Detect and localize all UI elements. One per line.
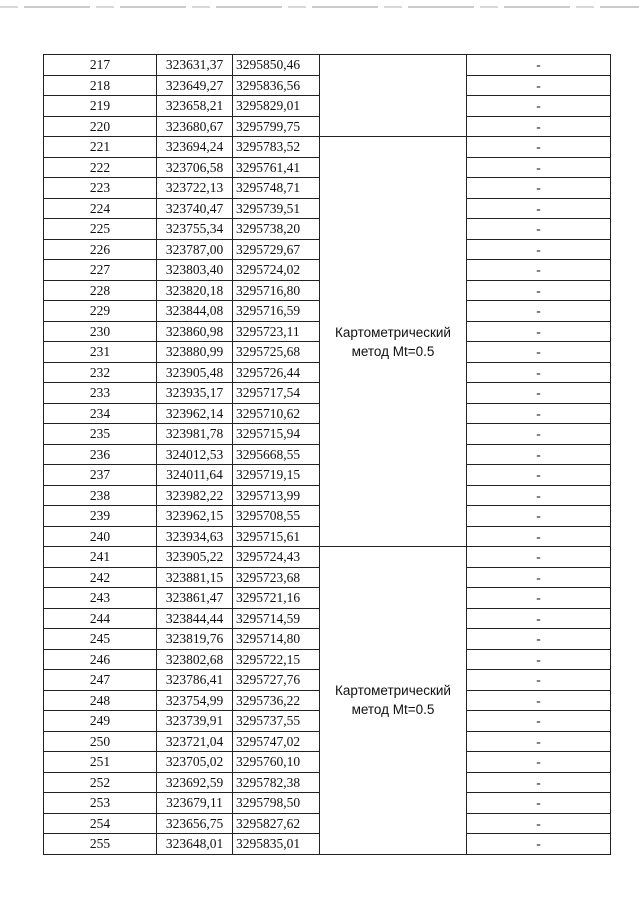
x-coordinate-cell: 323982,22 [157, 485, 233, 506]
point-number-cell: 253 [44, 793, 157, 814]
y-coordinate-cell: 3295668,55 [233, 444, 320, 465]
y-coordinate-cell: 3295715,94 [233, 424, 320, 445]
y-coordinate-cell: 3295722,15 [233, 649, 320, 670]
point-number-cell: 236 [44, 444, 157, 465]
point-number-cell: 242 [44, 567, 157, 588]
y-coordinate-cell: 3295836,56 [233, 75, 320, 96]
error-cell: - [467, 813, 611, 834]
error-cell: - [467, 383, 611, 404]
point-number-cell: 232 [44, 362, 157, 383]
y-coordinate-cell: 3295760,10 [233, 752, 320, 773]
error-cell: - [467, 362, 611, 383]
y-coordinate-cell: 3295710,62 [233, 403, 320, 424]
x-coordinate-cell: 323803,40 [157, 260, 233, 281]
x-coordinate-cell: 323881,15 [157, 567, 233, 588]
x-coordinate-cell: 323694,24 [157, 137, 233, 158]
y-coordinate-cell: 3295725,68 [233, 342, 320, 363]
error-cell: - [467, 711, 611, 732]
point-number-cell: 252 [44, 772, 157, 793]
x-coordinate-cell: 323935,17 [157, 383, 233, 404]
error-cell: - [467, 526, 611, 547]
x-coordinate-cell: 323844,08 [157, 301, 233, 322]
point-number-cell: 244 [44, 608, 157, 629]
x-coordinate-cell: 323787,00 [157, 239, 233, 260]
point-number-cell: 239 [44, 506, 157, 527]
point-number-cell: 218 [44, 75, 157, 96]
point-number-cell: 227 [44, 260, 157, 281]
error-cell: - [467, 485, 611, 506]
y-coordinate-cell: 3295727,76 [233, 670, 320, 691]
scan-edge-artifact [0, 6, 639, 8]
y-coordinate-cell: 3295738,20 [233, 219, 320, 240]
y-coordinate-cell: 3295783,52 [233, 137, 320, 158]
y-coordinate-cell: 3295726,44 [233, 362, 320, 383]
y-coordinate-cell: 3295716,59 [233, 301, 320, 322]
y-coordinate-cell: 3295721,16 [233, 588, 320, 609]
point-number-cell: 221 [44, 137, 157, 158]
x-coordinate-cell: 323739,91 [157, 711, 233, 732]
x-coordinate-cell: 323934,63 [157, 526, 233, 547]
y-coordinate-cell: 3295708,55 [233, 506, 320, 527]
point-number-cell: 254 [44, 813, 157, 834]
error-cell: - [467, 239, 611, 260]
y-coordinate-cell: 3295736,22 [233, 690, 320, 711]
point-number-cell: 247 [44, 670, 157, 691]
error-cell: - [467, 793, 611, 814]
y-coordinate-cell: 3295713,99 [233, 485, 320, 506]
point-number-cell: 240 [44, 526, 157, 547]
point-number-cell: 237 [44, 465, 157, 486]
y-coordinate-cell: 3295714,80 [233, 629, 320, 650]
point-number-cell: 243 [44, 588, 157, 609]
x-coordinate-cell: 323656,75 [157, 813, 233, 834]
y-coordinate-cell: 3295724,43 [233, 547, 320, 568]
x-coordinate-cell: 323754,99 [157, 690, 233, 711]
error-cell: - [467, 280, 611, 301]
method-cell [320, 55, 467, 137]
error-cell: - [467, 219, 611, 240]
method-text-line2: метод Mt=0.5 [351, 702, 435, 718]
point-number-cell: 217 [44, 55, 157, 76]
point-number-cell: 249 [44, 711, 157, 732]
point-number-cell: 234 [44, 403, 157, 424]
y-coordinate-cell: 3295761,41 [233, 157, 320, 178]
y-coordinate-cell: 3295748,71 [233, 178, 320, 199]
y-coordinate-cell: 3295716,80 [233, 280, 320, 301]
error-cell: - [467, 321, 611, 342]
error-cell: - [467, 96, 611, 117]
y-coordinate-cell: 3295835,01 [233, 834, 320, 855]
x-coordinate-cell: 323740,47 [157, 198, 233, 219]
y-coordinate-cell: 3295850,46 [233, 55, 320, 76]
error-cell: - [467, 444, 611, 465]
error-cell: - [467, 424, 611, 445]
point-number-cell: 248 [44, 690, 157, 711]
table-row [44, 55, 611, 76]
error-cell: - [467, 260, 611, 281]
error-cell: - [467, 547, 611, 568]
error-cell: - [467, 342, 611, 363]
y-coordinate-cell: 3295747,02 [233, 731, 320, 752]
x-coordinate-cell: 323860,98 [157, 321, 233, 342]
y-coordinate-cell: 3295724,02 [233, 260, 320, 281]
y-coordinate-cell: 3295723,68 [233, 567, 320, 588]
point-number-cell: 233 [44, 383, 157, 404]
x-coordinate-cell: 323905,22 [157, 547, 233, 568]
method-text-line1: Картометрический [335, 683, 451, 699]
error-cell: - [467, 752, 611, 773]
point-number-cell: 229 [44, 301, 157, 322]
point-number-cell: 222 [44, 157, 157, 178]
y-coordinate-cell: 3295827,62 [233, 813, 320, 834]
y-coordinate-cell: 3295737,55 [233, 711, 320, 732]
x-coordinate-cell: 324011,64 [157, 465, 233, 486]
x-coordinate-cell: 323706,58 [157, 157, 233, 178]
x-coordinate-cell: 323844,44 [157, 608, 233, 629]
error-cell: - [467, 465, 611, 486]
error-cell: - [467, 772, 611, 793]
point-number-cell: 238 [44, 485, 157, 506]
method-cell [320, 547, 467, 855]
y-coordinate-cell: 3295717,54 [233, 383, 320, 404]
point-number-cell: 226 [44, 239, 157, 260]
point-number-cell: 245 [44, 629, 157, 650]
table-row [44, 547, 611, 568]
y-coordinate-cell: 3295798,50 [233, 793, 320, 814]
x-coordinate-cell: 323658,21 [157, 96, 233, 117]
error-cell: - [467, 588, 611, 609]
y-coordinate-cell: 3295782,38 [233, 772, 320, 793]
x-coordinate-cell: 323649,27 [157, 75, 233, 96]
x-coordinate-cell: 323692,59 [157, 772, 233, 793]
point-number-cell: 241 [44, 547, 157, 568]
x-coordinate-cell: 323819,76 [157, 629, 233, 650]
y-coordinate-cell: 3295739,51 [233, 198, 320, 219]
x-coordinate-cell: 323721,04 [157, 731, 233, 752]
error-cell: - [467, 116, 611, 137]
error-cell: - [467, 301, 611, 322]
error-cell: - [467, 690, 611, 711]
x-coordinate-cell: 323722,13 [157, 178, 233, 199]
x-coordinate-cell: 323905,48 [157, 362, 233, 383]
y-coordinate-cell: 3295715,61 [233, 526, 320, 547]
error-cell: - [467, 137, 611, 158]
x-coordinate-cell: 323631,37 [157, 55, 233, 76]
y-coordinate-cell: 3295799,75 [233, 116, 320, 137]
point-number-cell: 251 [44, 752, 157, 773]
error-cell: - [467, 178, 611, 199]
error-cell: - [467, 55, 611, 76]
point-number-cell: 230 [44, 321, 157, 342]
x-coordinate-cell: 323981,78 [157, 424, 233, 445]
x-coordinate-cell: 323962,14 [157, 403, 233, 424]
point-number-cell: 246 [44, 649, 157, 670]
point-number-cell: 235 [44, 424, 157, 445]
y-coordinate-cell: 3295719,15 [233, 465, 320, 486]
x-coordinate-cell: 324012,53 [157, 444, 233, 465]
error-cell: - [467, 608, 611, 629]
table-row [44, 137, 611, 158]
point-number-cell: 224 [44, 198, 157, 219]
point-number-cell: 219 [44, 96, 157, 117]
point-number-cell: 250 [44, 731, 157, 752]
point-number-cell: 223 [44, 178, 157, 199]
point-number-cell: 228 [44, 280, 157, 301]
coordinates-table [43, 54, 611, 855]
x-coordinate-cell: 323880,99 [157, 342, 233, 363]
x-coordinate-cell: 323861,47 [157, 588, 233, 609]
x-coordinate-cell: 323705,02 [157, 752, 233, 773]
error-cell: - [467, 157, 611, 178]
error-cell: - [467, 731, 611, 752]
y-coordinate-cell: 3295829,01 [233, 96, 320, 117]
error-cell: - [467, 567, 611, 588]
x-coordinate-cell: 323755,34 [157, 219, 233, 240]
error-cell: - [467, 198, 611, 219]
error-cell: - [467, 75, 611, 96]
x-coordinate-cell: 323679,11 [157, 793, 233, 814]
point-number-cell: 255 [44, 834, 157, 855]
x-coordinate-cell: 323962,15 [157, 506, 233, 527]
x-coordinate-cell: 323648,01 [157, 834, 233, 855]
x-coordinate-cell: 323820,18 [157, 280, 233, 301]
x-coordinate-cell: 323680,67 [157, 116, 233, 137]
x-coordinate-cell: 323786,41 [157, 670, 233, 691]
point-number-cell: 231 [44, 342, 157, 363]
method-cell [320, 137, 467, 547]
method-text-line2: метод Mt=0.5 [351, 343, 435, 359]
error-cell: - [467, 403, 611, 424]
point-number-cell: 220 [44, 116, 157, 137]
error-cell: - [467, 629, 611, 650]
method-text-line1: Картометрический [335, 324, 451, 340]
point-number-cell: 225 [44, 219, 157, 240]
error-cell: - [467, 834, 611, 855]
y-coordinate-cell: 3295723,11 [233, 321, 320, 342]
coordinates-table-body [44, 55, 611, 855]
error-cell: - [467, 506, 611, 527]
error-cell: - [467, 670, 611, 691]
x-coordinate-cell: 323802,68 [157, 649, 233, 670]
error-cell: - [467, 649, 611, 670]
y-coordinate-cell: 3295729,67 [233, 239, 320, 260]
y-coordinate-cell: 3295714,59 [233, 608, 320, 629]
